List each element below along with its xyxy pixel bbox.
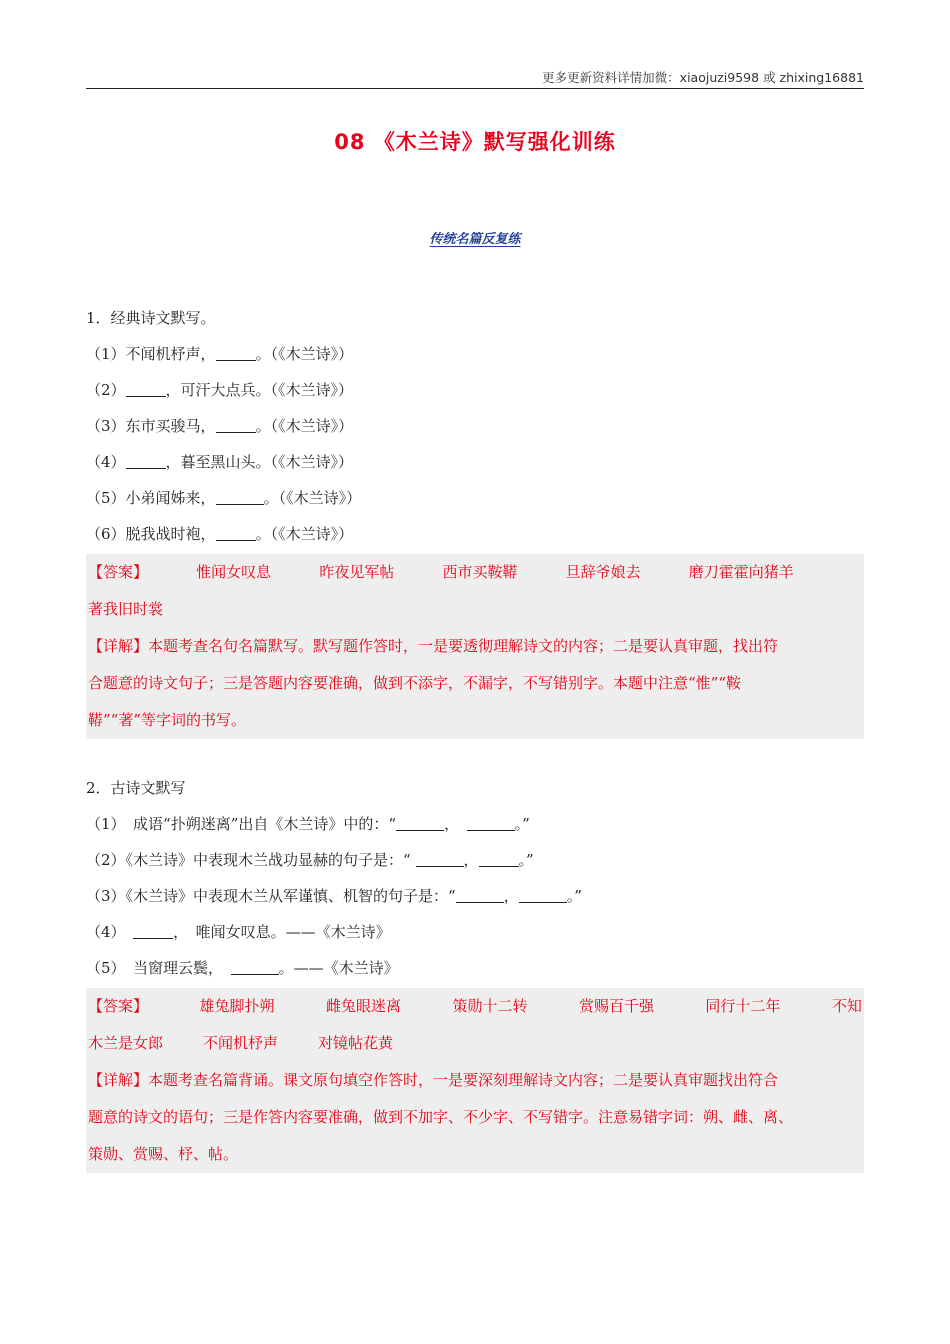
answer-blank (126, 452, 166, 469)
answer-blank (216, 416, 256, 433)
question-2 (86, 770, 864, 1173)
question-heading: 2．古诗文默写 (86, 779, 186, 797)
answer-line: 【答案】 惟闻女叹息 昨夜见军帖 西市买鞍鞯 旦辞爷娘去 磨刀霍霍向猪羊 (88, 554, 862, 591)
answer-blank (396, 814, 444, 831)
answer-blank (216, 524, 256, 541)
detail-line: 题意的诗文的语句；三是作答内容要准确，做到不加字、不少字、不写错字。注意易错字词：朔、雌、离、 (88, 1108, 794, 1126)
answer-blank (467, 814, 515, 831)
answer-blank (519, 886, 567, 903)
detail-tag: 【详解】 (88, 1071, 149, 1089)
answer-blank (231, 958, 279, 975)
question-item: （3）东市买骏马， 。（《木兰诗》） (86, 417, 354, 435)
question-heading: 1．经典诗文默写。 (86, 309, 216, 327)
detail-line: 策勋、赏赐、杼、帖。 (88, 1145, 239, 1163)
answer-line: 【答案】 雄兔脚扑朔 雌兔眼迷离 策勋十二转 赏赐百千强 同行十二年 不知 (88, 988, 862, 1025)
answer-blank (133, 922, 173, 939)
question-item: （1）不闻机杼声， 。（《木兰诗》） (86, 345, 354, 363)
question-1 (86, 300, 864, 739)
detail-line: 【详解】本题考查名句名篇默写。默写题作答时，一是要透彻理解诗文的内容；二是要认真审题，找出符 (88, 637, 779, 655)
answer-tag: 【答案】 (88, 997, 149, 1015)
answer-blank (216, 488, 264, 505)
header-note: 更多更新资料详情加微：xiaojuzi9598 或 zhixing16881 (542, 70, 864, 85)
question-item: （5）小弟闻姊来， 。（《木兰诗》） (86, 489, 362, 507)
page-title: 08 《木兰诗》默写强化训练 (334, 130, 616, 154)
detail-line: 合题意的诗文句子；三是答题内容要准确，做到不添字，不漏字，不写错别字。本题中注意“惟”“鞍 (88, 674, 742, 692)
detail-line: 【详解】本题考查名篇背诵。课文原句填空作答时，一是要深刻理解诗文内容；二是要认真审题找出符合 (88, 1071, 779, 1089)
question-item: （2）《木兰诗》中表现木兰战功显赫的句子是：“ ， 。” (86, 851, 534, 869)
answer-box (86, 988, 864, 1173)
detail-line: 鞯”“著”等字词的书写。 (88, 711, 247, 729)
answer-blank (479, 850, 519, 867)
answer-line: 木兰是女郎 不闻机杼声 对镜帖花黄 (88, 1034, 394, 1052)
question-item: （6）脱我战时袍， 。（《木兰诗》） (86, 525, 354, 543)
question-item: （4） ， 唯闻女叹息。——《木兰诗》 (86, 923, 391, 941)
answer-box (86, 554, 864, 739)
question-item: （3）《木兰诗》中表现木兰从军谨慎、机智的句子是：“ ， 。” (86, 887, 582, 905)
answer-blank (416, 850, 464, 867)
header-divider (86, 88, 864, 89)
answer-blank (126, 380, 166, 397)
question-item: （5） 当窗理云鬓， 。——《木兰诗》 (86, 959, 399, 977)
answer-tag: 【答案】 (88, 563, 149, 581)
question-item: （1） 成语“扑朔迷离”出自《木兰诗》中的：“ ， 。” (86, 815, 530, 833)
question-item: （2） ，可汗大点兵。（《木兰诗》） (86, 381, 354, 399)
answer-blank (456, 886, 504, 903)
question-item: （4） ，暮至黑山头。（《木兰诗》） (86, 453, 354, 471)
section-subtitle: 传统名篇反复练 (429, 232, 521, 247)
answer-line: 著我旧时裳 (88, 600, 164, 618)
answer-blank (216, 344, 256, 361)
detail-tag: 【详解】 (88, 637, 149, 655)
